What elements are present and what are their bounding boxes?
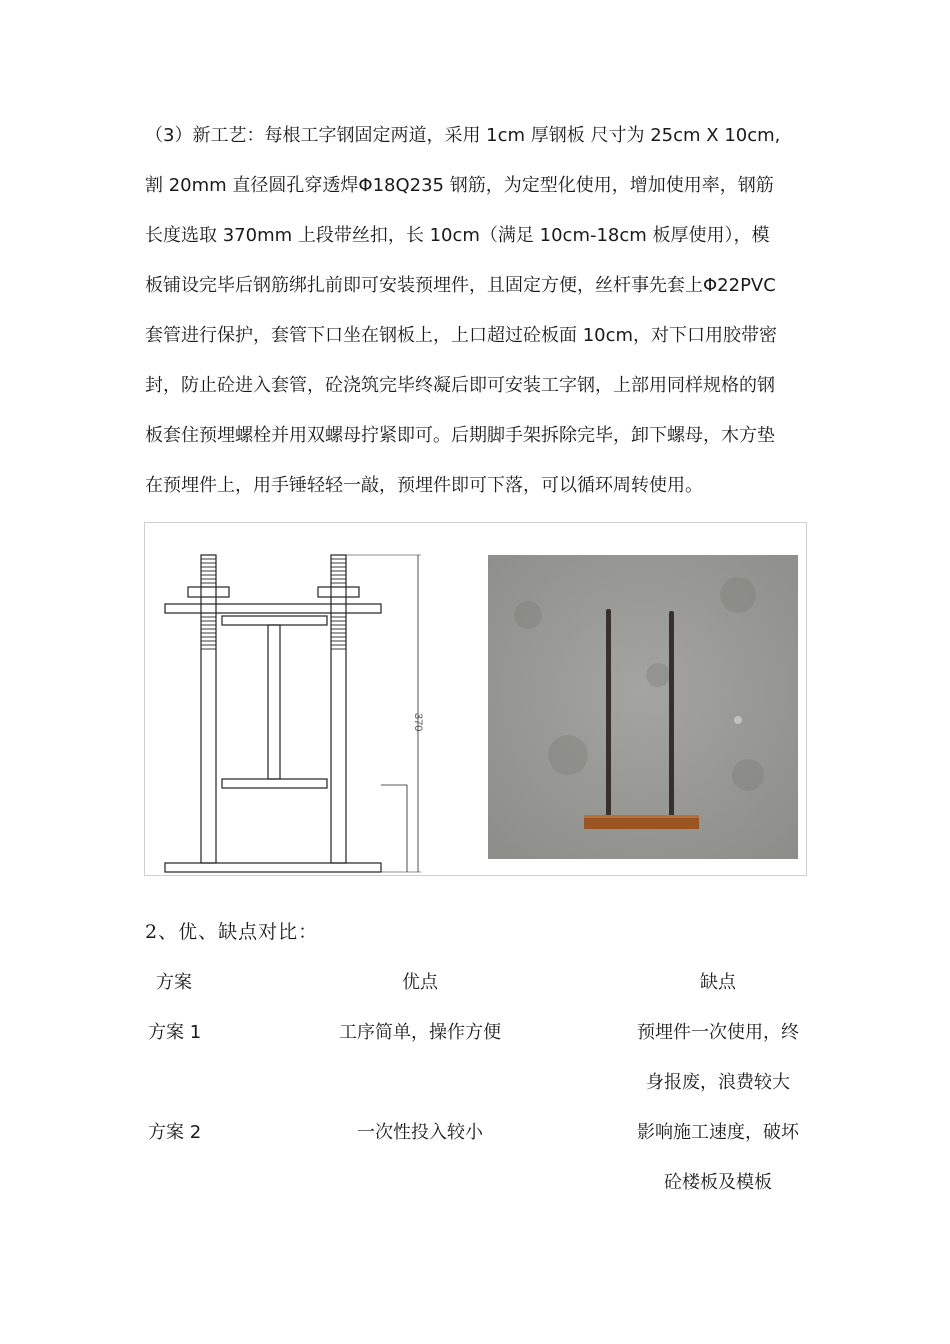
technical-drawing <box>145 523 445 877</box>
section-title: 2、优、缺点对比： <box>145 921 319 943</box>
table-cell-pros: 一次性投入较小 <box>357 1122 483 1143</box>
paragraph-line: 板套住预埋螺栓并用双螺母拧紧即可。后期脚手架拆除完毕，卸下螺母，木方垫 <box>145 425 775 446</box>
paragraph-line: 封，防止砼进入套管，砼浇筑完毕终凝后即可安装工字钢，上部用同样规格的钢 <box>145 375 775 396</box>
right-nut <box>318 587 359 597</box>
i-beam-bottom-flange <box>222 779 327 788</box>
table-cell-cons: 身报废，浪费较大 <box>646 1072 790 1093</box>
paragraph-line: 割 20mm 直径圆孔穿透焊Φ18Q235 钢筋，为定型化使用，增加使用率，钢筋 <box>145 175 774 196</box>
dimension-label: 370 <box>412 713 424 732</box>
photo-rod-left <box>606 609 611 821</box>
table-cell-cons: 影响施工速度，破坏 <box>637 1122 799 1143</box>
table-cell-pros: 工序简单，操作方便 <box>339 1022 501 1043</box>
table-header-pros: 优点 <box>402 972 438 993</box>
right-threaded-rod <box>331 555 346 863</box>
top-steel-plate <box>165 604 381 613</box>
table-header-plan: 方案 <box>156 972 192 993</box>
embedded-part-figure <box>144 522 807 876</box>
paragraph-line: （3）新工艺：每根工字钢固定两道，采用 1cm 厚钢板 尺寸为 25cm X 10cm, <box>145 125 781 146</box>
photo-rod-right <box>669 611 674 819</box>
paragraph-line: 长度选取 370mm 上段带丝扣，长 10cm（满足 10cm-18cm 板厚使用），模 <box>145 225 770 246</box>
bottom-steel-plate <box>165 863 381 872</box>
table-cell-cons: 预埋件一次使用，终 <box>637 1022 799 1043</box>
table-cell-cons: 砼楼板及模板 <box>664 1172 772 1193</box>
table-cell-plan: 方案 1 <box>148 1022 202 1043</box>
left-nut <box>188 587 229 597</box>
table-header-cons: 缺点 <box>700 972 736 993</box>
description-paragraph <box>145 111 810 511</box>
paragraph-line: 板铺设完毕后钢筋绑扎前即可安装预埋件，且固定方便，丝杆事先套上Φ22PVC <box>145 275 776 296</box>
embedded-part-photo <box>488 555 798 859</box>
i-beam-web <box>268 625 280 779</box>
table-cell-plan: 方案 2 <box>148 1122 202 1143</box>
i-beam-top-flange <box>222 616 327 625</box>
left-threaded-rod <box>201 555 216 863</box>
paragraph-line: 套管进行保护，套管下口坐在钢板上，上口超过砼板面 10cm，对下口用胶带密 <box>145 325 778 346</box>
paragraph-line: 在预埋件上，用手锤轻轻一敲，预埋件即可下落，可以循环周转使用。 <box>145 475 703 496</box>
